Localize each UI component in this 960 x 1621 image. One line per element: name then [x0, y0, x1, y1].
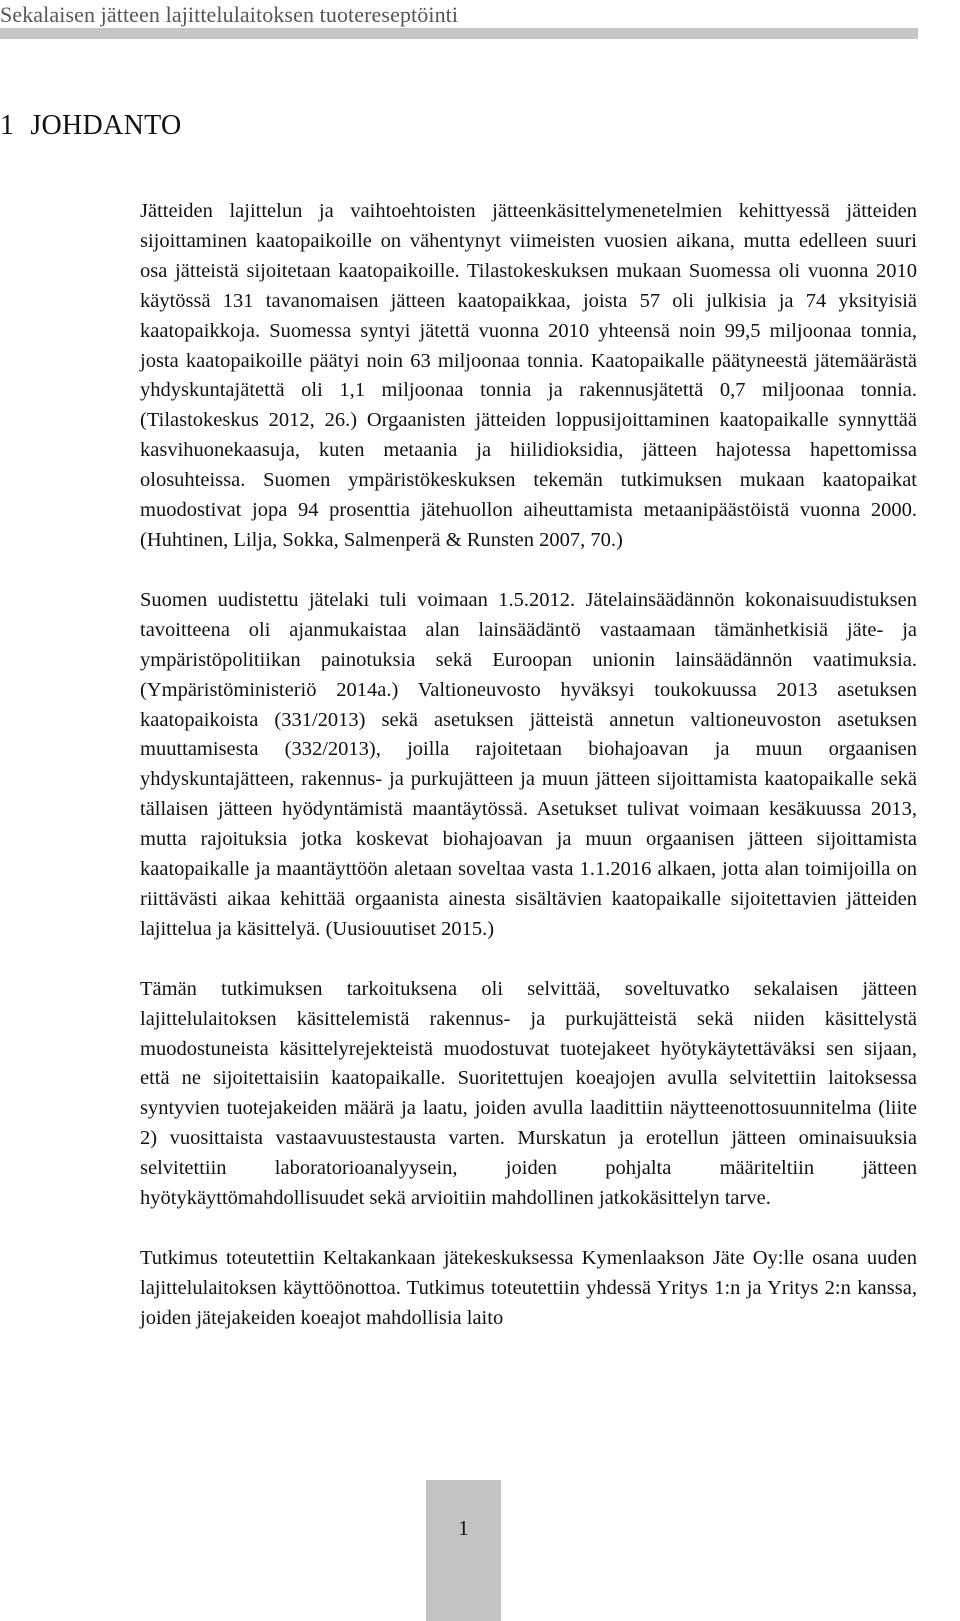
paragraph-1: Jätteiden lajittelun ja vaihtoehtoisten jätteenkäsittelymenetelmien kehittyessä jätteiden sijoittaminen kaatopaikoille on vähentynyt viimeisten vuosien aikana, mutta edelleen suuri osa jätteistä sijoitetaan kaatopaikoille. Tilastokeskuksen mukaan Suomessa oli vuonna 2010 käytössä 131 tavanomaisen jätteen kaatopaikkaa, joista 57 oli julkisia ja 74 yksityisiä kaatopaikkoja. Suomessa syntyi jätettä vuonna 2010 yhteensä noin 99,5 miljoonaa tonnia, josta kaatopaikoille päätyi noin 63 miljoonaa tonnia. Kaatopaikalle päätyneestä jätemäärästä yhdyskuntajätettä oli 1,1 miljoonaa tonnia ja rakennusjätettä 0,7 miljoonaa tonnia. (Tilastokeskus 2012, 26.) Orgaanisten jätteiden loppusijoittaminen kaatopaikalle synnyttää kasvihuonekaasuja, kuten metaania ja hiilidioksidia, jätteen hajotessa hapettomissa olosuhteissa. Suomen ympäristökeskuksen tekemän tutkimuksen mukaan kaatopaikat muodostivat jopa 94 prosenttia jätehuollon aiheuttamista metaanipäästöistä vuonna 2000. (Huhtinen, Lilja, Sokka, Salmenperä & Runsten 2007, 70.)	[140, 200, 917, 551]
chapter-number: 1	[0, 110, 15, 141]
header-rule	[0, 28, 918, 39]
chapter-title: JOHDANTO	[30, 110, 182, 141]
paragraph-4: Tutkimus toteutettiin Keltakankaan jätekeskuksessa Kymenlaakson Jäte Oy:lle osana uuden lajittelulaitoksen käyttöönottoa. Tutkimus toteutettiin yhdessä Yritys 1:n ja Yritys 2:n kanssa, joiden jätejakeiden koeajot mahdollisia laito	[140, 1247, 917, 1329]
paragraph-2: Suomen uudistettu jätelaki tuli voimaan 1.5.2012. Jätelainsäädännön kokonaisuudistuksen tavoitteena oli ajanmukaistaa alan lainsäädäntö vastaamaan tämänhetkisiä jäte- ja ympäristöpolitiikan painotuksia sekä Euroopan unionin lainsäädännön vaatimuksia. (Ympäristöministeriö 2014a.) Valtioneuvosto hyväksyi toukokuussa 2013 asetuksen kaatopaikoista (331/2013) sekä asetuksen jätteistä annetun valtioneuvoston asetuksen muuttamisesta (332/2013), joilla rajoitetaan biohajoavan ja muun orgaanisen yhdyskuntajätteen, rakennus- ja purkujätteen ja muun jätteen sijoittamista kaatopaikalle sekä tällaisen jätteen hyödyntämistä maantäytössä. Asetukset tulivat voimaan kesäkuussa 2013, mutta rajoituksia jotka koskevat biohajoavan ja muun orgaanisen jätteen sijoittamista kaatopaikalle ja maantäyttöön aletaan soveltaa vasta 1.1.2016 alkaen, jotta alan toimijoilla on riittävästi aikaa kehittää orgaanista ainesta sisältävien kaatopaikalle sijoitettavien jätteiden lajittelua ja käsittelyä. (Uusiouutiset 2015.)	[140, 588, 917, 940]
body-text	[140, 197, 917, 1364]
paragraph-3: Tämän tutkimuksen tarkoituksena oli selvittää, soveltuvatko sekalaisen jätteen lajittelulaitoksen käsittelemistä rakennus- ja purkujätteistä sekä niiden käsittelystä muodostuneista käsittelyrejekteistä muodostuvat tuotejakeet hyötykäytettäväksi sen sijaan, että ne sijoitettaisiin kaatopaikalle. Suoritettujen koeajojen avulla selvitettiin laitoksessa syntyvien tuotejakeiden määrä ja laatu, joiden avulla laadittiin näytteenottosuunnitelma (liite 2) vuosittaista vastaavuustestausta varten. Murskatun ja erotellun jätteen ominaisuuksia selvitettiin laboratorioanalyysein, joiden pohjalta määriteltiin jätteen hyötykäyttömahdollisuudet sekä arvioitiin mahdollinen jatkokäsittelyn tarve.	[140, 977, 917, 1210]
page-number: 1	[458, 1516, 469, 1540]
page-number-box	[426, 1480, 501, 1621]
chapter-heading	[0, 110, 182, 142]
running-header: Sekalaisen jätteen lajittelulaitoksen tuotereseptöinti	[0, 2, 459, 27]
